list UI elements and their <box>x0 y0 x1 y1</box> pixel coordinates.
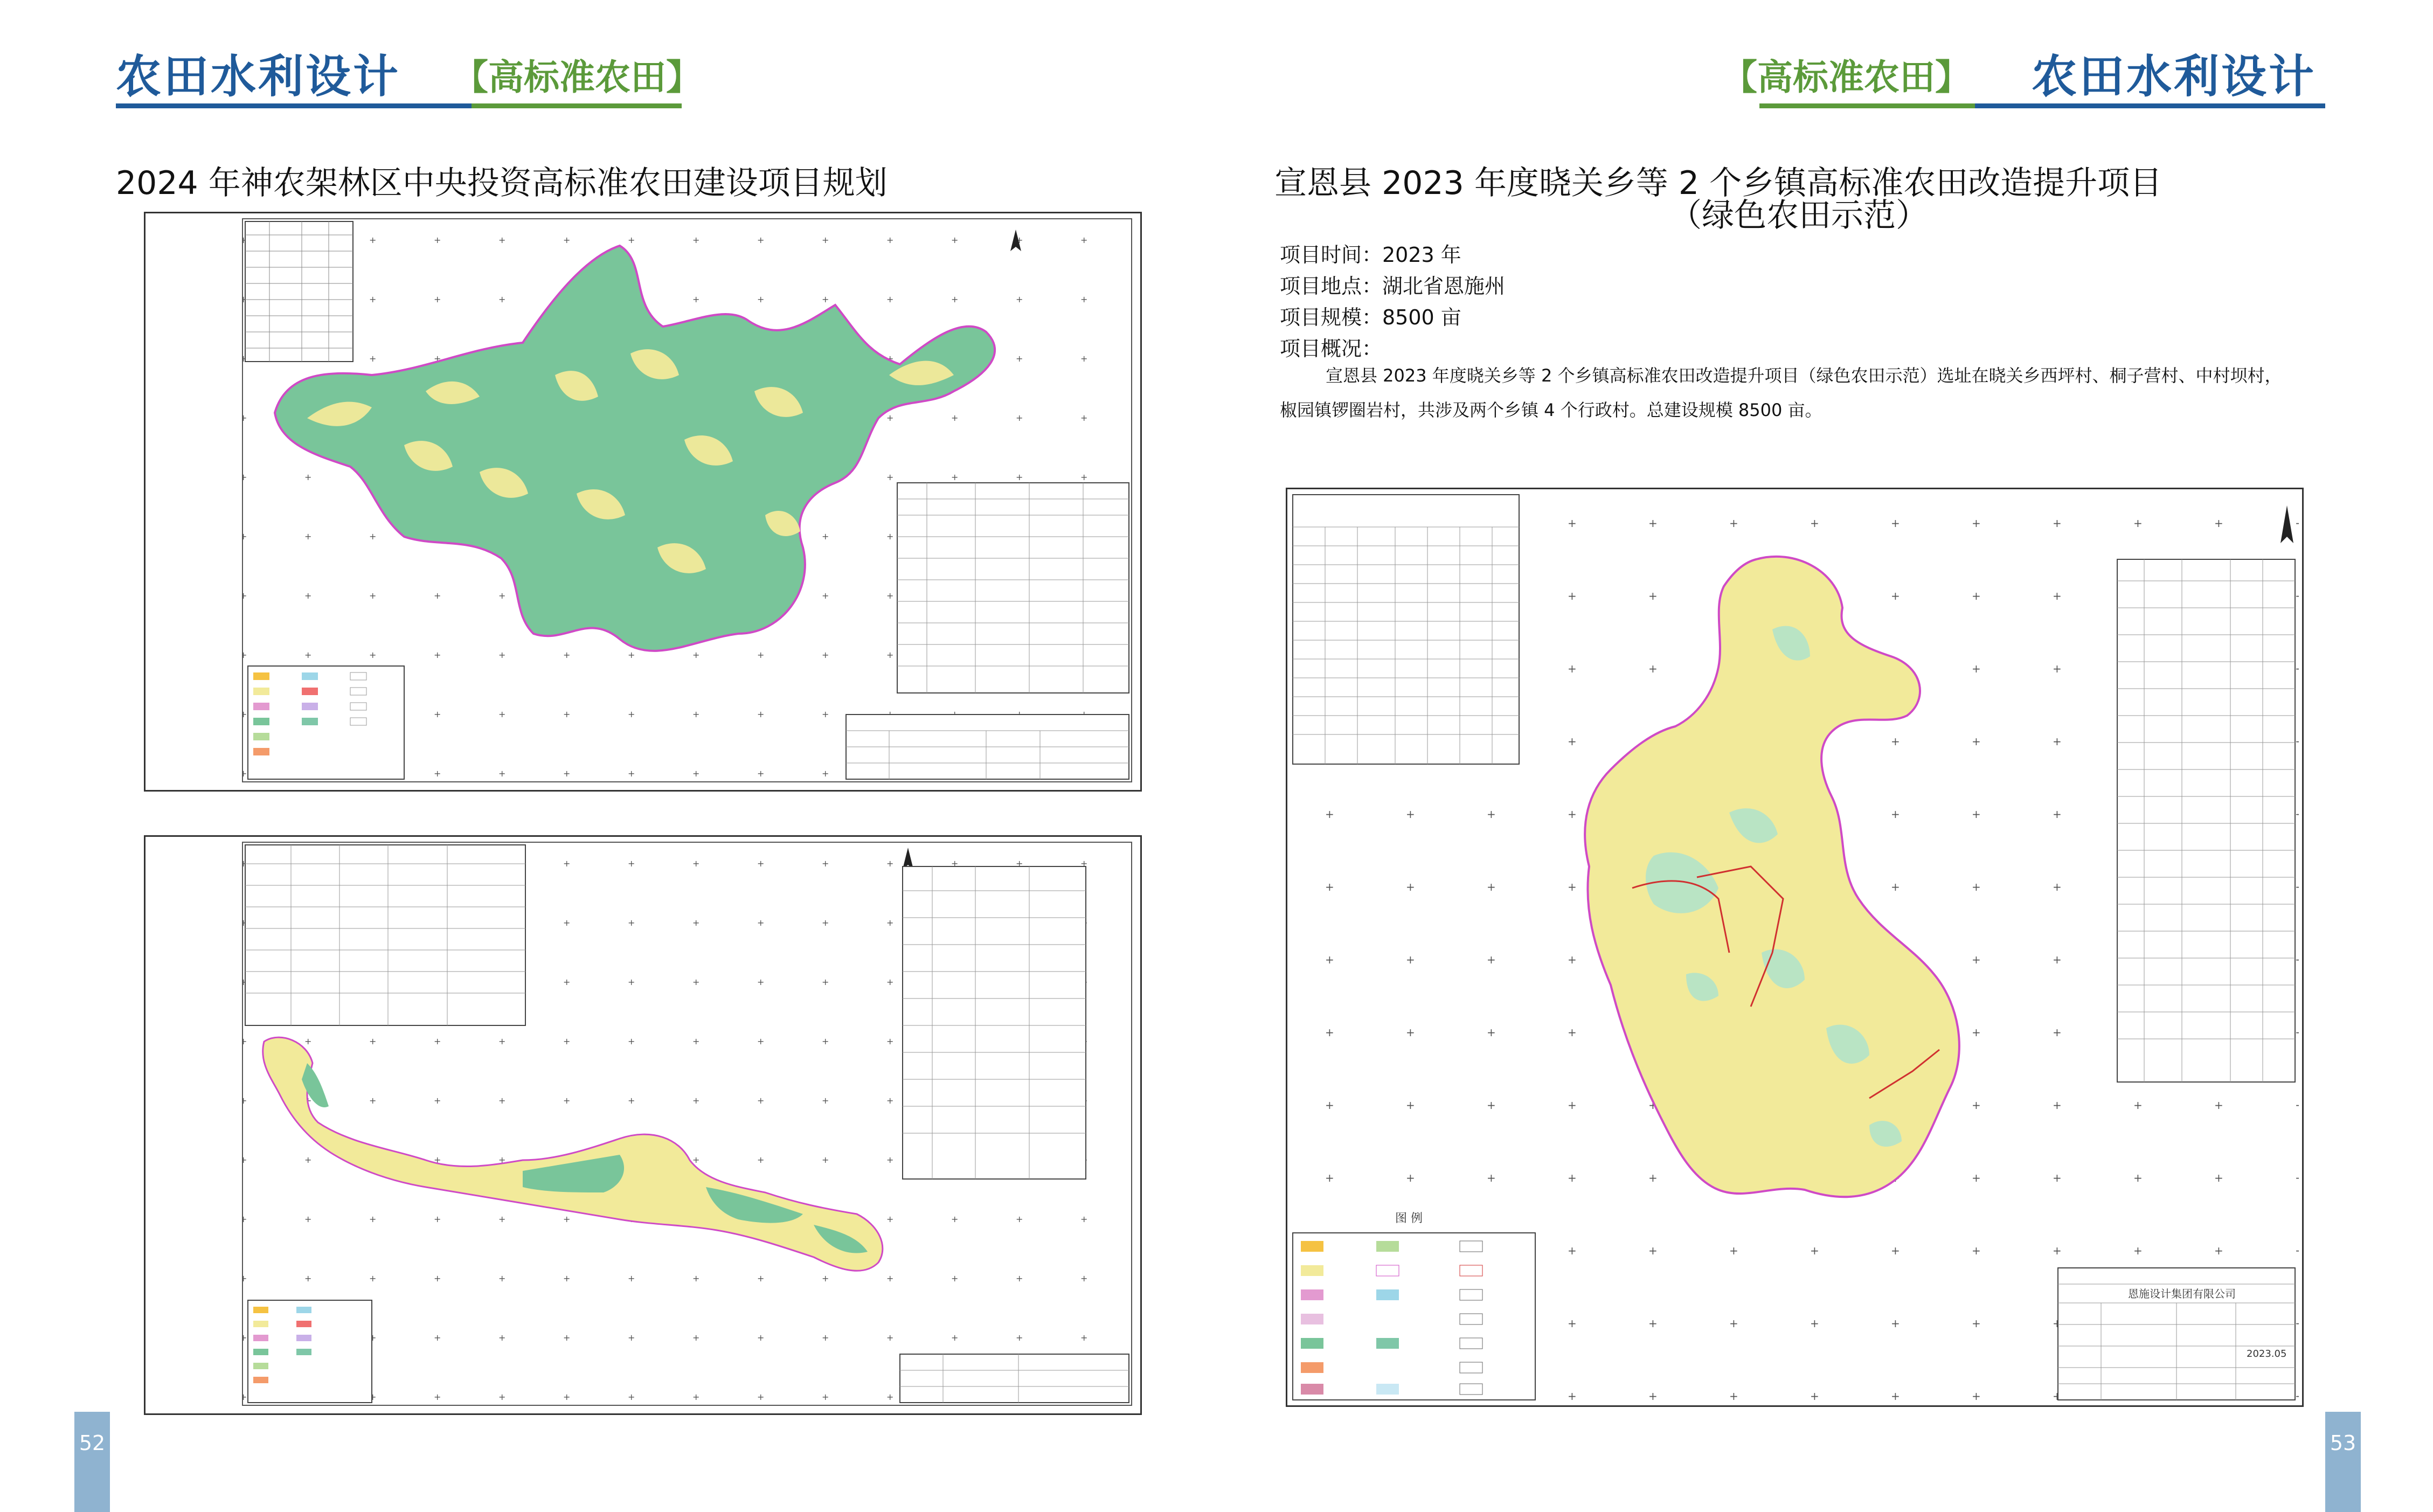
project-time: 项目时间：2023 年 <box>1280 243 1461 267</box>
right-header-bar-green <box>1759 103 1975 108</box>
overview-line2: 椒园镇锣圈岩村，共涉及两个乡镇 4 个行政村。总建设规模 8500 亩。 <box>1280 400 1822 420</box>
map-legend-title: 图 例 <box>1395 1212 1423 1225</box>
right-page-title-line2: （绿色农田示范） <box>1669 197 1928 234</box>
right-page-title-line1: 宣恩县 2023 年度晓关乡等 2 个乡镇高标准农田改造提升项目 <box>1274 164 2162 202</box>
left-header-bar-green <box>472 103 682 108</box>
project-location: 项目地点：湖北省恩施州 <box>1280 274 1506 298</box>
right-map <box>1286 488 2304 1407</box>
right-header-main: 农田水利设计 <box>2032 50 2317 103</box>
map-date: 2023.05 <box>2247 1348 2287 1360</box>
left-header-tag: 【高标准农田】 <box>453 57 702 98</box>
right-page-number: 53 <box>2330 1431 2356 1455</box>
left-header-main: 农田水利设计 <box>116 50 401 103</box>
right-header-tag: 【高标准农田】 <box>1722 57 1971 98</box>
left-page-title: 2024 年神农架林区中央投资高标准农田建设项目规划 <box>116 164 888 202</box>
left-map-top <box>144 212 1142 792</box>
overview-line1: 宣恩县 2023 年度晓关乡等 2 个乡镇高标准农田改造提升项目（绿色农田示范）选址在晓关乡西坪村、桐子营村、中村坝村， <box>1326 365 2282 386</box>
map-designer: 恩施设计集团有限公司 <box>2128 1287 2236 1300</box>
right-map-drawing <box>1287 489 2302 1405</box>
left-map-bottom-drawing <box>145 837 1140 1413</box>
right-header-bar-blue <box>1975 103 2325 108</box>
left-map-bottom <box>144 835 1142 1415</box>
left-page-number-box <box>74 1412 110 1512</box>
left-page-number: 52 <box>79 1431 106 1455</box>
project-overview-label: 项目概况： <box>1280 337 1383 360</box>
left-map-top-drawing <box>145 213 1140 790</box>
right-page-number-box <box>2325 1412 2361 1512</box>
project-scale: 项目规模：8500 亩 <box>1280 306 1461 329</box>
